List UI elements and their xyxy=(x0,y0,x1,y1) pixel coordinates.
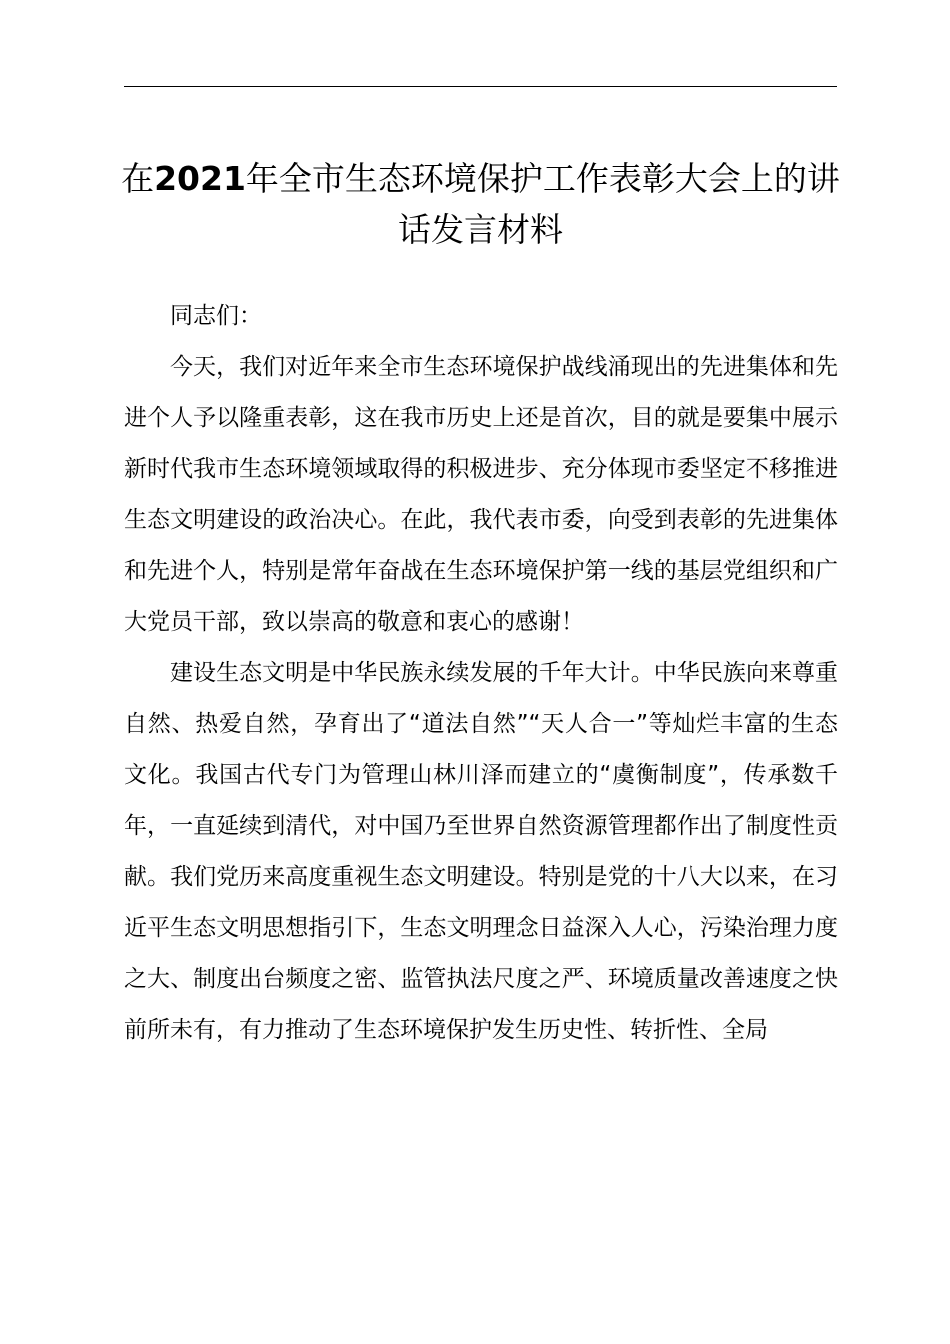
page-title xyxy=(116,153,845,255)
salutation: 同志们： xyxy=(170,303,262,329)
header-rule xyxy=(124,86,837,87)
title-year: 2021 xyxy=(154,159,246,198)
document-body xyxy=(124,291,838,1056)
paragraph-2: 建设生态文明是中华民族永续发展的千年大计。中华民族向来尊重自然、热爱自然，孕育出了“道法自然”“天人合一”等灿烂丰富的生态文化。我国古代专门为管理山林川泽而建立的“虞衡制度”，传承数千年，一直延续到清代，对中国乃至世界自然资源管理都作出了制度性贡献。我们党历来高度重视生态文明建设。特别是党的十八大以来，在习近平生态文明思想指引下，生态文明理念日益深入人心，污染治理力度之大、制度出台频度之密、监管执法尺度之严、环境质量改善速度之快前所未有，有力推动了生态环境保护发生历史性、转折性、全局 xyxy=(124,660,838,1043)
paragraph-1: 今天，我们对近年来全市生态环境保护战线涌现出的先进集体和先进个人予以隆重表彰，这在我市历史上还是首次，目的就是要集中展示新时代我市生态环境领域取得的积极进步、充分体现市委坚定不移推进生态文明建设的政治决心。在此，我代表市委，向受到表彰的先进集体和先进个人，特别是常年奋战在生态环境保护第一线的基层党组织和广大党员干部，致以崇高的敬意和衷心的感谢！ xyxy=(124,354,838,635)
title-prefix: 在 xyxy=(121,159,155,198)
title-rest: 年全市生态环境保护工作表彰大会上的讲话发言材料 xyxy=(245,159,840,249)
